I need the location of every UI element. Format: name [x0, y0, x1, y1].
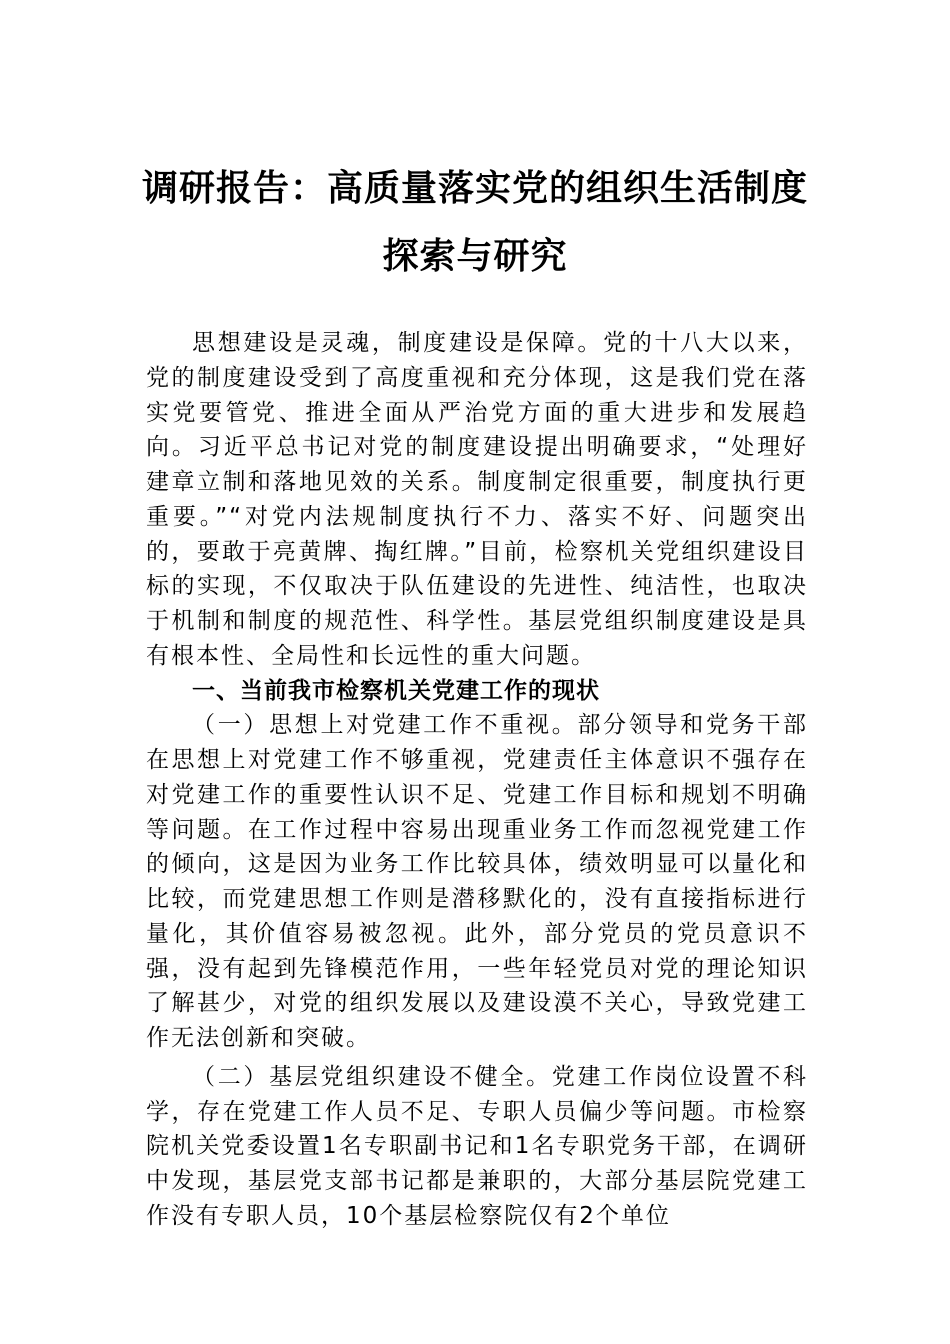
subsection-1-lead: （一）思想上对党建工作不重视。	[192, 712, 578, 739]
subsection-1-paragraph	[146, 708, 808, 1056]
intro-paragraph: 思想建设是灵魂，制度建设是保障。党的十八大以来，党的制度建设受到了高度重视和充分体现，这是我们党在落实党要管党、推进全面从严治党方面的重大进步和发展趋向。习近平总书记对党的制度建设提出明确要求，“处理好建章立制和落地见效的关系。制度制定很重要，制度执行更重要。”“对党内法规制度执行不力、落实不好、问题突出的，要敢于亮黄牌、掏红牌。”目前，检察机关党组织建设目标的实现，不仅取决于队伍建设的先进性、纯洁性，也取决于机制和制度的规范性、科学性。基层党组织制度建设是具有根本性、全局性和长远性的重大问题。	[146, 330, 808, 669]
section-heading-1: 一、当前我市检察机关党建工作的现状	[192, 677, 600, 704]
subsection-2-text: 党建工作岗位设置不科学，存在党建工作人员不足、专职人员偏少等问题。市检察院机关党委设置1名专职副书记和1名专职党务干部，在调研中发现，基层党支部书记都是兼职的，大部分基层院党建工作没有专职人员，10个基层检察院仅有2个单位	[146, 1063, 809, 1229]
subsection-1-text: 部分领导和党务干部在思想上对党建工作不够重视，党建责任主体意识不强存在对党建工作的重要性认识不足、党建工作目标和规划不明确等问题。在工作过程中容易出现重业务工作而忽视党建工作的倾向，这是因为业务工作比较具体，绩效明显可以量化和比较，而党建思想工作则是潜移默化的，没有直接指标进行量化，其价值容易被忽视。此外，部分党员的党员意识不强，没有起到先锋模范作用，一些年轻党员对党的理论知识了解甚少，对党的组织发展以及建设漠不关心，导致党建工作无法创新和突破。	[146, 712, 809, 1051]
subsection-2-lead: （二）基层党组织建设不健全。	[192, 1063, 552, 1090]
document-title-line-2: 探索与研究	[382, 235, 568, 277]
document-body	[146, 326, 808, 1234]
subsection-2-paragraph	[146, 1060, 808, 1234]
document-title-line-1: 调研报告：高质量落实党的组织生活制度	[141, 167, 808, 209]
